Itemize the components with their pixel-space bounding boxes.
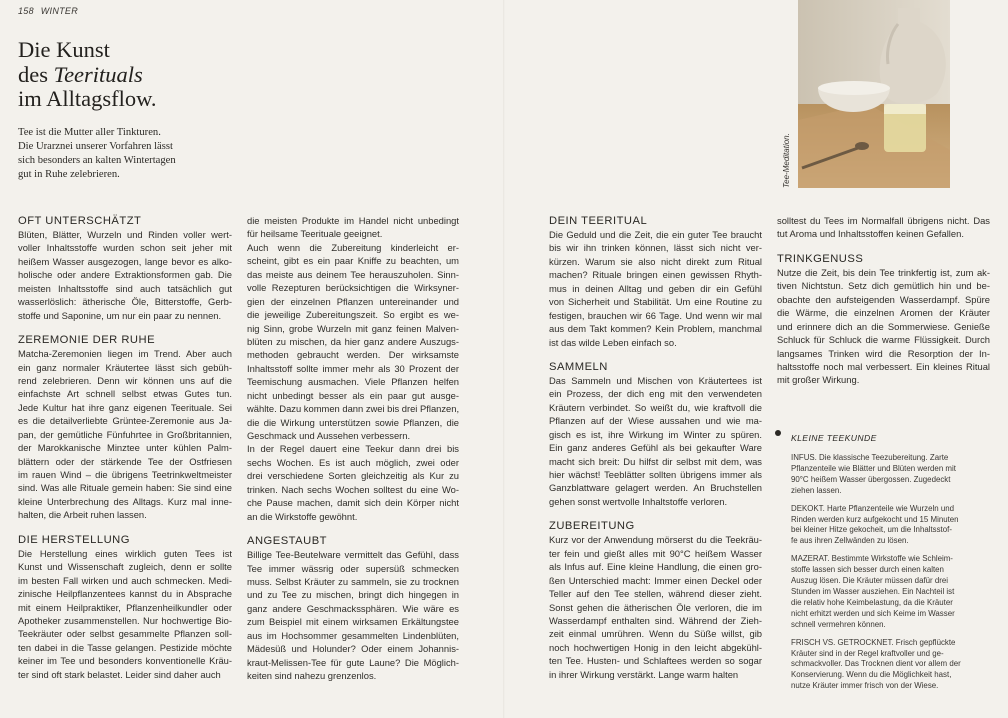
body-text-line: blättern oder der stärkende Tee der Ostfriesen [18,455,232,467]
body-text-line: noch hochwertigen Honig in den leicht abgekühl- [549,641,762,653]
body-text-line: Teemischung ausmachen. Viele Pflanzen helfen [247,376,459,388]
body-text-line: Das Sammeln und Mischen von Kräutertees ist [549,374,762,386]
body-text-line: an die Wirkstoffe gewöhnt. [247,510,358,522]
article-title [18,38,248,112]
body-text-line: Teekräuter oder selbst gesammelte Pflanzen soll- [18,628,232,640]
body-text-line: nig Sinn, grobe Wurzeln mit ganz feinen Malven- [247,322,459,334]
lead-line: sich besonders an kalten Wintertagen [18,155,176,166]
body-text-line: Wasserdampf enthalten sind. Während der Zieh- [549,614,762,626]
body-text-line: mit großer Wirkung. [777,374,860,386]
body-text-line: aus im Hochsommer gesammelten Lindenblüten, [247,629,459,641]
body-text-line: nicht unbedingt besser als ein paar gut ausge- [247,389,459,401]
body-text-line: Ganzblattware gelagert werden. An Bruchstellen [549,482,762,494]
teekunde-line: Kräuter sind in der Regel kraftvoller und ge- [791,648,944,658]
body-text-line: Inhaltsstoff sollte immer mehr als 30 Prozent der [247,362,459,374]
body-text-line: heißem Wasser ausgezogen, lange bevor es alko- [18,255,232,267]
kleine-teekunde-box [779,428,993,692]
body-text-line: die Wärme, die einzelnen Aromen der Kräuter [777,307,990,319]
title-line-1: Die Kunst [18,37,110,62]
text-column-3 [549,214,762,681]
body-text-line: volle Rezepturen berücksichtigen die Wirksyner- [247,282,459,294]
teekunde-item [791,504,993,548]
body-text-line: die die Wirkung unterstützen sowie Pflanzen, die [247,416,459,428]
body-text-line: holische oder andere Extraktionsformen gab. Die [18,269,232,281]
body-text-line: Tee immer wässrig oder supersüß schmecken [247,562,459,574]
body-text-line: halten, die Arbeit ruhen lassen. [18,509,147,521]
body-text-line: sind. Was alle Rituale gemein haben: Sie sind eine [18,482,232,494]
body-text-line: die jeweilige Zubereitungszeit. So ergibt es we- [247,309,459,321]
section-heading: ZUBEREITUNG [549,520,635,533]
body-text-line: stoffe und Saponine, um nur ein paar zu nennen. [18,309,222,321]
text-column-1 [18,214,232,681]
teekunde-line: Stunden im Wasser ausziehen. Ein Nachteil ist [791,586,955,596]
page-header [18,6,78,16]
body-text-line: ganz andere Geschmackssphären. Wie wäre es [247,602,459,614]
teekunde-line: die relativ hohe Keimbelastung, da die Kräuter [791,597,953,607]
body-text-line: Matcha-Zeremonien liegen im Trend. Aber auch [18,348,232,360]
body-text-line: rend zelebrieren. Denn wir können uns auf die [18,374,232,386]
teekunde-heading: KLEINE TEEKUNDE [791,433,877,443]
body-text-line: obachte den aufsteigenden Wasserdampf. Spüre [777,293,990,305]
teekunde-line: 90°C heißem Wasser übergossen. Zugedeckt [791,474,951,484]
body-text-line: kraut-Melissen-Tee für gute Laune? Die Möglich- [247,656,459,668]
page-gutter [503,0,505,718]
body-text-line: mus in deinen Alltag und geben dir ein Gefühl [549,282,762,294]
teekunde-line: Rinden werden kurz aufgekocht und 15 Minuten [791,514,959,524]
body-text-line: hier wächst! Teeblätter sollten übrigens immer als [549,469,762,480]
body-text-line: und erinnere dich an die Sommerwiese. Genieße [777,320,990,332]
body-text-line: das meiste aus deinem Tee herauszuholen. Sinn- [247,268,459,280]
body-text-line: ten dabei in die Tasse gelangen. Pestizide möchte [18,641,232,653]
body-text-line: Billige Tee-Beutelware vermittelt das Gefühl, dass [247,549,459,561]
body-text-line: methoden gebraucht werden. Der wirksamste [247,349,459,361]
body-text-line: ein Prozess, der dich eng mit den verwendeten [549,388,762,400]
body-text-line: muss. Selbst Kräuter zu sammeln, sie zu trocknen [247,575,459,587]
teekunde-line: stoffe lassen sich besser durch einen kalten [791,565,944,575]
body-text-line: trinken. Nach sechs Wochen solltest du eine Wo- [247,483,459,495]
title-line-2 [18,63,248,88]
teekunde-line: DEKOKT. Harte Pflanzenteile wie Wurzeln und [791,503,955,513]
body-text-line: als Infus auf. Eine kleine Handlung, die einen gro- [549,561,762,573]
teekunde-item [791,554,993,630]
teekunde-line: fe aus ihren Zellwänden zu lösen. [791,536,909,546]
body-text-line: gisch es ist, ihre Wirkung im Winter zu spüren. [549,428,762,440]
photo-caption: Tee-Meditation. [782,133,791,188]
body-text-line: ten Tee. Husten- und Schlaftees werden so sogar [549,655,762,667]
body-text-line: gien der einzelnen Pflanzen untereinander und [247,295,459,307]
teekunde-heading-row [779,428,993,446]
body-text-line: Teller auf den Tee stellen, während dieser zieht. [549,588,762,600]
teekunde-line: MAZERAT. Bestimmte Wirkstoffe wie Schleim- [791,554,953,564]
lead-line: gut in Ruhe zelebrieren. [18,169,120,180]
body-text-line: kleine Unterbrechung des Alltags. Kurz mal inne- [18,495,232,507]
section-name: WINTER [40,6,79,16]
body-text-line: Jede Kultur hat ihre ganz eigenen Teerituale. Sei [18,401,232,413]
lead-paragraph [18,126,208,182]
body-text-line: Pflanzen auf der Wiese aussahen und wie ma- [549,415,762,427]
body-text-line: Auch wenn die Zubereitung kinderleicht er- [247,241,459,253]
body-text-line: voller Inhaltsstoffe wurden schon seit jeher mit [18,242,232,254]
teekunde-item [791,638,993,693]
section-heading: TRINKGENUSS [777,252,864,265]
body-text-line: die meisten Produkte im Handel nicht unbedingt [247,215,459,226]
body-text-line: Die Geduld und die Zeit, die ein guter Tee braucht [549,229,762,240]
body-text-line: haltsstoffe noch mal verbessert. Ein kleines Ritual [777,360,990,372]
body-text-line: Ein ganz anderes Gefühl als bei gekaufter Ware [549,442,762,454]
body-text-line: keiten sind nahezu grenzenlos. [247,670,377,681]
teekunde-line: nicht erhitzt werden und sich Keime im Wasser [791,608,955,618]
text-column-4 [777,214,990,387]
body-text-line: wasserlöslich: ätherische Öle, Bitterstoffe, Gerb- [18,296,232,308]
tea-photo [798,0,950,188]
body-text-line: macht sich breit: Du hilfst dir selbst mit dem, was [549,455,762,467]
section-heading: ZEREMONIE DER RUHE [18,334,156,347]
body-text-line: aus dem Takt kommen? Kein Problem, manchmal [549,323,762,335]
body-text-line: im rauen Wind – die übrigens Teetrinkweltmeister [18,469,232,480]
body-text-line: tiven Nichtstun. Setz dich gemütlich hin und be- [777,280,990,292]
teekunde-line: Auszug lösen. Die Kräuter müssen dafür drei [791,576,949,586]
body-text-line: In der Regel dauert eine Teekur dann drei bis [247,443,459,455]
body-text-line: festigen, brauchen wir 66 Tage. Und wenn wir mal [549,309,762,321]
body-text-line: Geschmack und Aussehen verbessern. [247,430,411,441]
teekunde-line: Pflanzenteile wie Blätter und Blüten werden mit [791,463,956,473]
bullet-dot-icon [775,430,781,436]
teekunde-line: INFUS. Die klassische Teezubereitung. Zarte [791,453,949,462]
body-text-line: zeit einmal umrühren. Wenn du Süße willst, gib [549,628,762,640]
section-heading: ANGESTAUBT [247,535,328,548]
teekunde-line: Konservierung. Wenn du die Möglichkeit hast, [791,670,952,680]
body-text-line: tut Aroma und Inhaltsstoffen keinen Gefallen. [777,228,964,240]
body-text-line: wählte. Dazu kommen dann zwei bis drei Pflanzen, [247,403,459,415]
body-text-line: Sonst gehen die ätherischen Öle verloren, die im [549,601,762,613]
body-text-line: für heilsame Teerituale geeignet. [247,228,383,240]
body-text-line: Mädesüß und Holunder? Oder einem Johannis- [247,643,459,655]
body-text-line: che Pause machen, damit sich dein Körper nicht [247,497,459,509]
section-heading: DEIN TEERITUAL [549,215,648,227]
body-text-line: sechs Wochen. Es ist auch möglich, zwei oder [247,456,459,468]
body-text-line: Kurz vor der Anwendung mörserst du die Teekräu- [549,534,762,546]
body-text-line: Apotheker zusammenstellen. Nur hochwertige Bio- [18,614,232,626]
teekunde-item [791,453,993,497]
body-text-line: Kunst und Wissenschaft zugleich, denn er sollte [18,561,232,573]
lead-line: Die Urarznei unserer Vorfahren lässt [18,141,173,152]
body-text-line: Die Herstellung eines wirklich guten Tees ist [18,547,232,559]
title-line-2-emphasis: Teerituals [53,61,143,87]
body-text-line: keiner im Tee und besonders konventionelle Kräu- [18,655,232,667]
body-text-line: Blüten, Blätter, Wurzeln und Rinden voller wert- [18,229,232,240]
body-text-line: es die detailverliebte Grüntee-Zeremonie aus Ja- [18,415,232,427]
section-heading: SAMMELN [549,360,608,373]
body-text-line: machen? Rituale bringen einen gewissen Rhyth- [549,269,762,281]
body-text-line: pan, der gemütliche Fünfuhrtee in Großbritannien, [18,428,232,440]
body-text-line: bis wir ihn trinken können, lässt sich nicht ver- [549,242,762,254]
body-text-line: der Marokkanische Minztee unter kühlen Palm- [18,442,232,454]
body-text-line: blüten zu mischen, da hier ganz andere Auszugs- [247,335,459,347]
body-text-line: in ihrer Wirkung verstärkt. Lange warm halten [549,668,739,680]
body-text-line: zum Beispiel mit einem wirksamen Erkältungstee [247,616,459,628]
body-text-line: gehen sonst wertvolle Inhaltstoffe verloren. [549,495,728,507]
teekunde-line: schnell vermehren können. [791,619,886,629]
teekunde-line: schmackvoller. Das Trocknen dient vor allem der [791,659,961,669]
body-text-line: ist das wilde Leben einfach so. [549,336,677,348]
tea-still-life-illustration [798,0,950,188]
page-number: 158 [18,6,34,16]
body-text-line: solltest du Tees im Normalfall übrigens nicht. Das [777,215,990,226]
body-text-line: Schluck für Schluck die warme Flüssigkeit. Durch [777,334,990,346]
title-line-2-prefix: des [18,61,54,87]
body-text-line: ein ganz normaler Kräutertee lässt sich gebüh- [18,361,232,373]
title-line-3: im Alltagsflow. [18,86,157,111]
body-text-line: ter sind oft stark belastet. Leider sind daher auch [18,668,221,680]
body-text-line: einfachste Art schnell selbst etwas Gutes tun. [18,388,232,400]
body-text-line: und zu Tee zu mischen, bringt dich hingegen in [247,589,459,601]
teekunde-line: bei kleiner Hitze gekocheit, um die Inhaltsstof- [791,525,952,535]
body-text-line: Nutze die Zeit, bis dein Tee trinkfertig ist, zum ak- [777,266,990,278]
teekunde-line: FRISCH VS. GETROCKNET. Frisch gepflückte [791,637,956,647]
teekunde-line: ziehen lassen. [791,485,842,495]
teekunde-items [779,453,993,692]
text-column-2 [247,214,459,682]
body-text-line: langsames Trinken wird die Resorption der In- [777,347,990,359]
body-text-line: im besten Fall wirken und auch schmecken. Medi- [18,574,232,586]
section-heading: DIE HERSTELLUNG [18,533,130,546]
body-text-line: mit einem Heilpraktiker, Pflanzenheilkundler oder [18,601,232,613]
body-text-line: kürzen. Warum sie also nicht direkt zum Ritual [549,255,762,267]
body-text-line: meisten Inhaltsstoffe sind auch tatsächlich gut [18,282,232,294]
body-text-line: zinische Heilpflanzentees kannst du in Absprache [18,588,232,600]
body-text-line: scheint, gibt es ein paar Kniffe zu beachten, um [247,255,459,267]
lead-line: Tee ist die Mutter aller Tinkturen. [18,127,161,138]
body-text-line: drei verschiedene Sorten gleichzeitig als Kur zu [247,470,459,482]
body-text-line: Kräutern verbindet. So weißt du, wie kraftvoll die [549,401,762,413]
body-text-line: von Sicherheit und Stabilität. Um eine Routine zu [549,296,762,308]
teekunde-line: nutze Kräuter immer frisch von der Wiese. [791,681,939,691]
section-heading: OFT UNTERSCHÄTZT [18,215,142,227]
body-text-line: ßen Unterschied macht: Immer einen Deckel oder [549,574,762,586]
body-text-line: ter fein und gießt alles mit 90°C heißem Wasser [549,547,762,559]
